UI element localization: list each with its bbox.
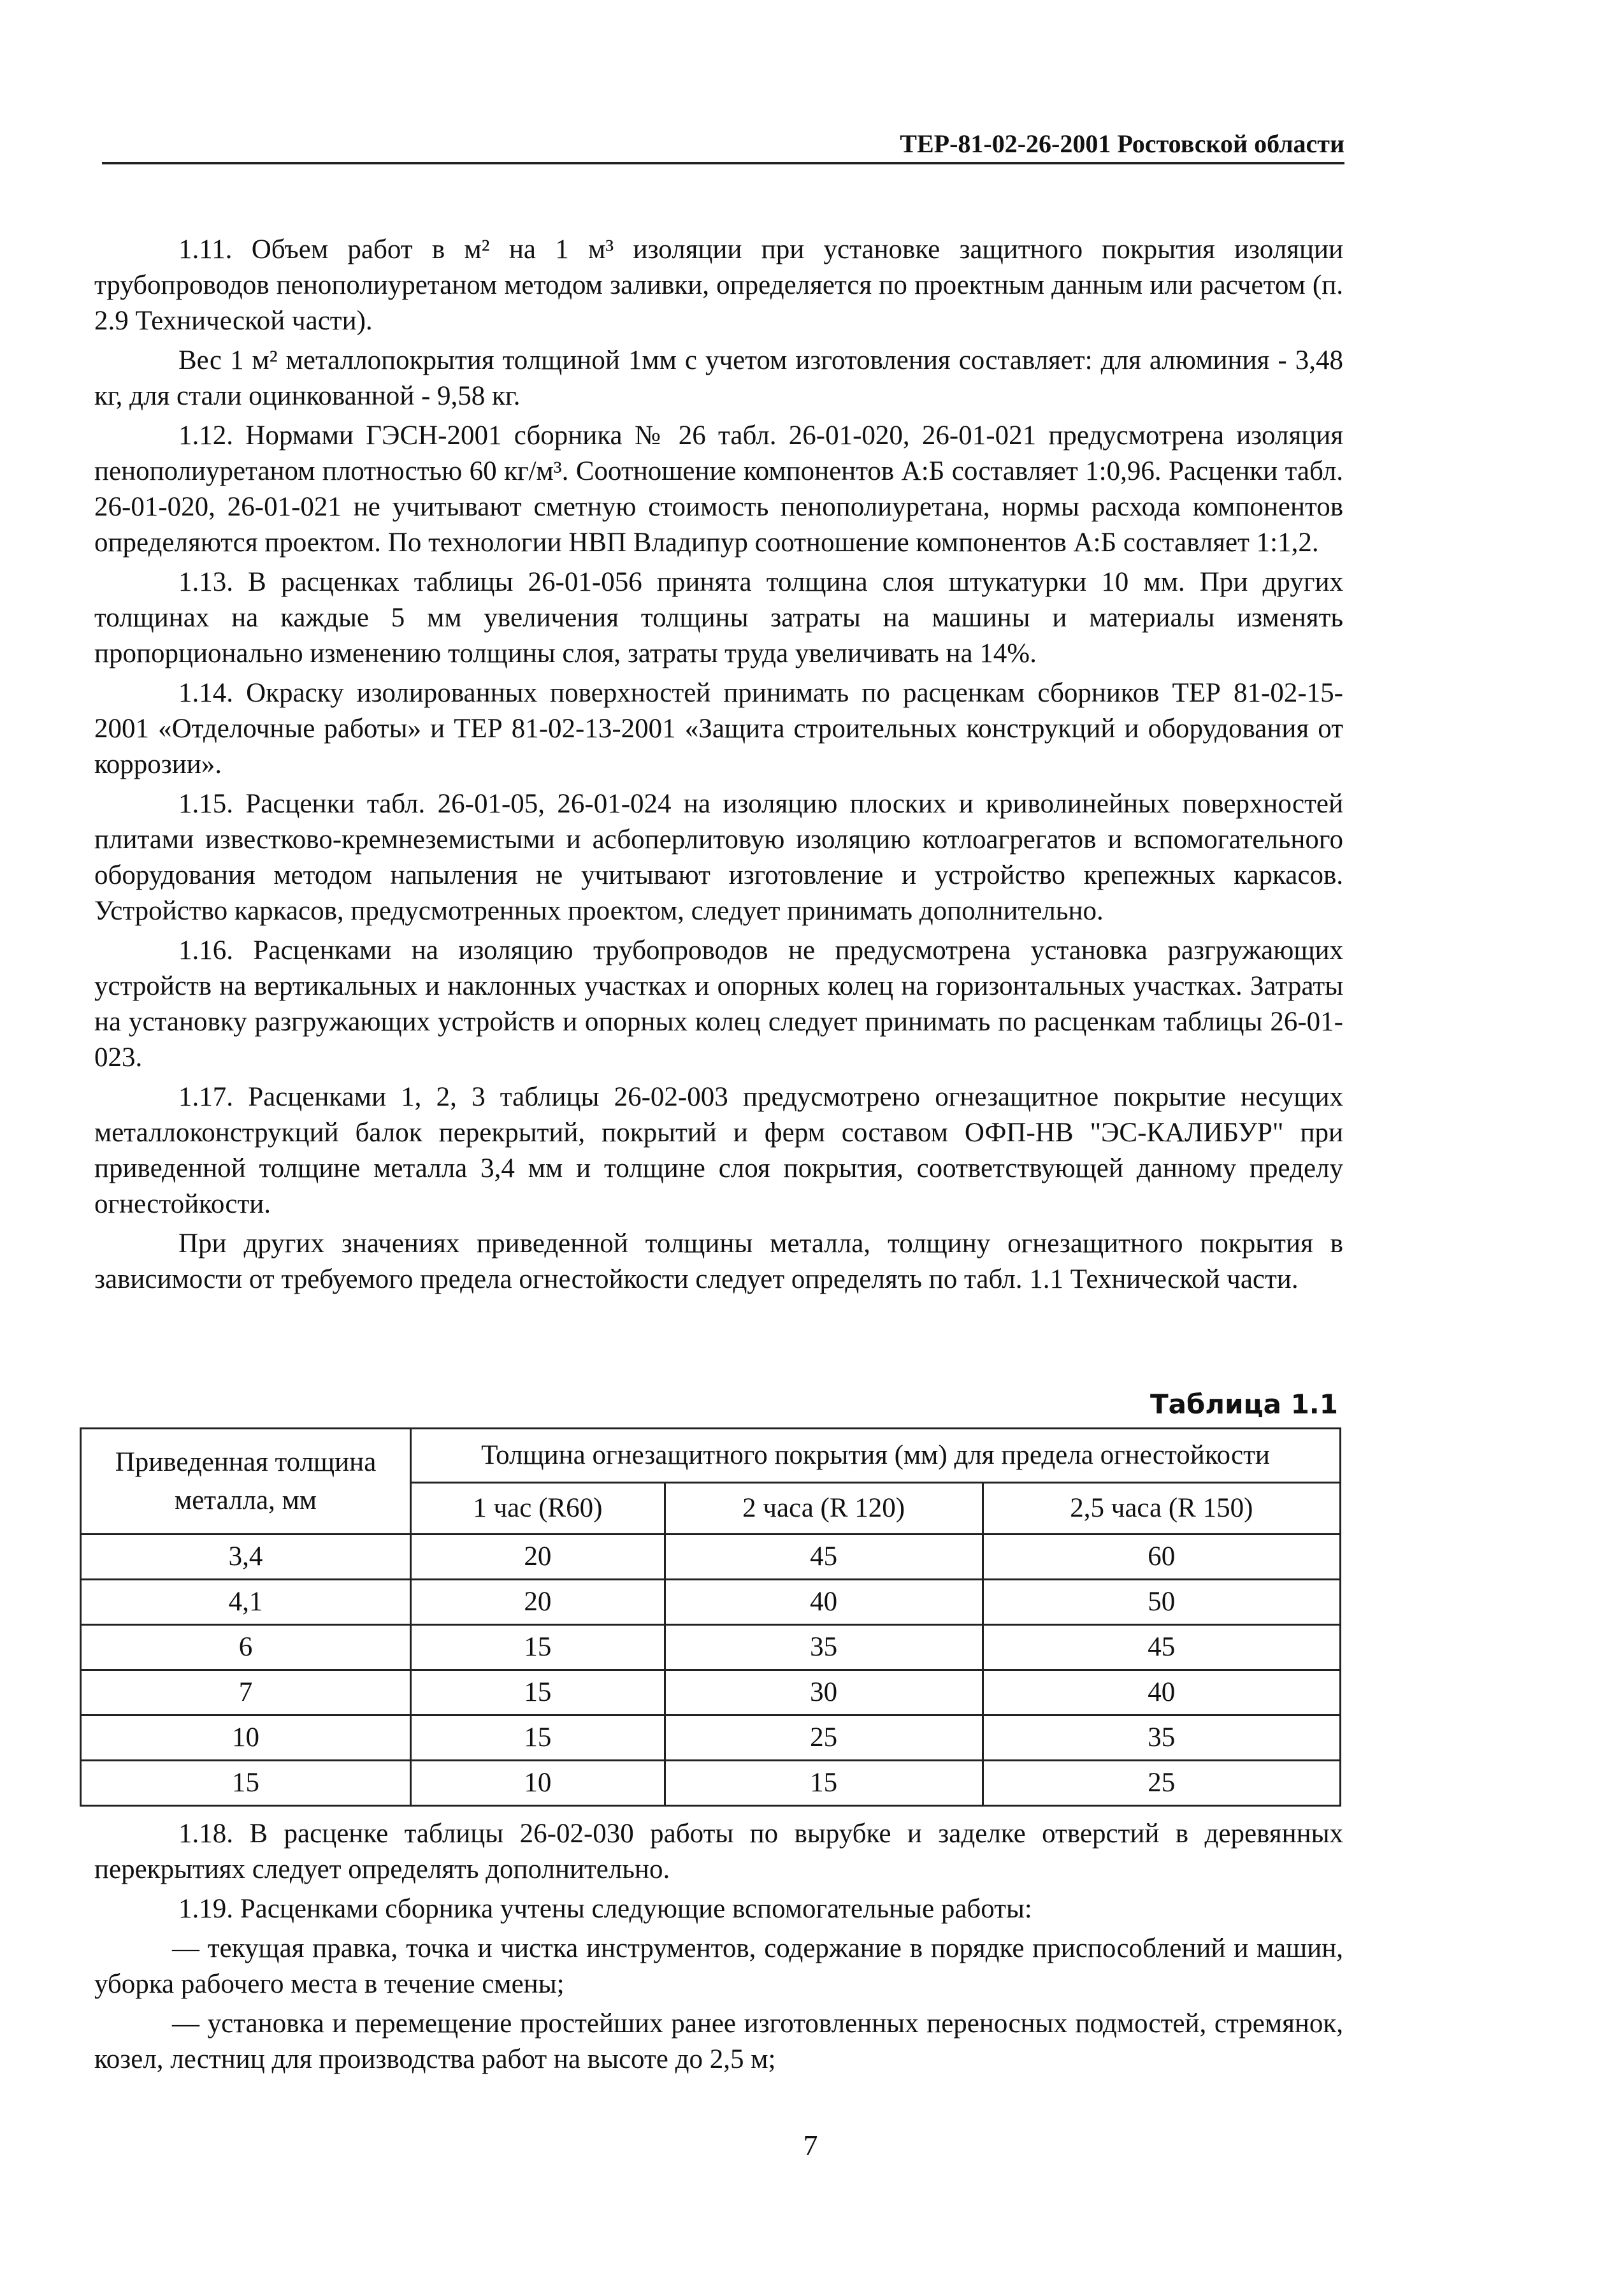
table-title: Таблица 1.1 [1149,1389,1338,1420]
table-cell: 20 [411,1580,665,1625]
table-row [81,1625,1341,1670]
table-cell: 35 [983,1715,1340,1761]
table-cell: 15 [411,1625,665,1670]
table-cell: 30 [665,1670,983,1715]
paragraph-1-19: 1.19. Расценками сборника учтены следующие вспомогательные работы: [178,1894,1032,1924]
paragraph-1-18: 1.18. В расценке таблицы 26-02-030 работы по вырубке и заделке отверстий в деревянных перекрытиях следует определять дополнительно. [94,1819,1343,1884]
list-item: — текущая правка, точка и чистка инструментов, содержание в порядке приспособлений и машин, уборка рабочего места в течение смены; [94,1933,1343,1999]
paragraph-1-15: 1.15. Расценки табл. 26-01-05, 26-01-024 на изоляцию плоских и криволинейных поверхностей плитами известково-кремнеземистыми и асбоперлитовую изоляцию котлоагрегатов и вспомогательного оборудования методом напыления не учитывают изготовление и устройство крепежных каркасов. Устройство каркасов, предусмотренных проектом, следует принимать дополнительно. [94,789,1343,926]
document-header [102,127,1344,164]
table-cell: 6 [81,1625,411,1670]
table-cell: 60 [983,1534,1340,1580]
table-cell: 25 [665,1715,983,1761]
fire-protection-table [80,1427,1341,1807]
paragraph-other-thickness: При других значениях приведенной толщины металла, толщину огнезащитного покрытия в зависимости от требуемого предела огнестойкости следует определять по табл. 1.1 Технической части. [94,1229,1343,1294]
page-number: 7 [803,2129,818,2162]
table-cell: 25 [983,1761,1340,1806]
row-header-cell: Приведенная толщина металла, мм [81,1429,411,1534]
column-header: 1 час (R60) [411,1483,665,1534]
table-cell: 3,4 [81,1534,411,1580]
table-cell: 10 [411,1761,665,1806]
paragraph-1-17: 1.17. Расценками 1, 2, 3 таблицы 26-02-003 предусмотрено огнезащитное покрытие несущих металлоконструкций балок перекрытий, покрытий и ферм составом ОФП-НВ "ЭС-КАЛИБУР" при приведенной толщине металла 3,4 мм и толщине слоя покрытия, соответствующей данному пределу огнестойкости. [94,1082,1343,1219]
table-cell: 15 [411,1715,665,1761]
document-body [94,232,1343,1301]
document-code: ТЕР-81-02-26-2001 Ростовской области [900,129,1344,158]
paragraph-weight: Вес 1 м² металлопокрытия толщиной 1мм с учетом изготовления составляет: для алюминия - 3,48 кг, для стали оцинкованной - 9,58 кг. [94,345,1343,411]
table-cell: 45 [665,1534,983,1580]
table-cell: 45 [983,1625,1340,1670]
table-cell: 4,1 [81,1580,411,1625]
column-header: 2 часа (R 120) [665,1483,983,1534]
table-row [81,1761,1341,1806]
table-row [81,1580,1341,1625]
table-row [81,1670,1341,1715]
paragraph-1-14: 1.14. Окраску изолированных поверхностей принимать по расценкам сборников ТЕР 81-02-15-2001 «Отделочные работы» и ТЕР 81-02-13-2001 «Защита строительных конструкций и оборудования от коррозии». [94,678,1343,779]
paragraph-1-13: 1.13. В расценках таблицы 26-01-056 принята толщина слоя штукатурки 10 мм. При других толщинах на каждые 5 мм увеличения толщины затраты на машины и материалы изменять пропорционально изменению толщины слоя, затраты труда увеличивать на 14%. [94,567,1343,668]
paragraph-1-11: 1.11. Объем работ в м² на 1 м³ изоляции при установке защитного покрытия изоляции трубопроводов пенополиуретаном методом заливки, определяется по проектным данным или расчетом (п. 2.9 Технической части). [94,235,1343,336]
table-cell: 15 [665,1761,983,1806]
table-cell: 10 [81,1715,411,1761]
table-header-row [81,1429,1341,1483]
table-cell: 40 [983,1670,1340,1715]
paragraph-1-12: 1.12. Нормами ГЭСН-2001 сборника № 26 табл. 26-01-020, 26-01-021 предусмотрена изоляция пенополиуретаном плотностью 60 кг/м³. Соотношение компонентов А:Б составляет 1:0,96. Расценки табл. 26-01-020, 26-01-021 не учитывают сметную стоимость пенополиуретана, нормы расхода компонентов определяются проектом. По технологии НВП Владипур соотношение компонентов А:Б составляет 1:1,2. [94,421,1343,558]
table-cell: 20 [411,1534,665,1580]
table-row [81,1715,1341,1761]
group-header-cell: Толщина огнезащитного покрытия (мм) для предела огнестойкости [411,1429,1341,1483]
column-header: 2,5 часа (R 150) [983,1483,1340,1534]
table-cell: 7 [81,1670,411,1715]
table-cell: 15 [411,1670,665,1715]
document-body-continued [94,1816,1343,2081]
table-cell: 15 [81,1761,411,1806]
list-item: — установка и перемещение простейших ранее изготовленных переносных подмостей, стремянок, козел, лестниц для производства работ на высоте до 2,5 м; [94,2009,1343,2074]
paragraph-1-16: 1.16. Расценками на изоляцию трубопроводов не предусмотрена установка разгружающих устройств на вертикальных и наклонных участках и опорных колец на горизонтальных участках. Затраты на установку разгружающих устройств и опорных колец следует принимать по расценкам таблицы 26-01-023. [94,935,1343,1072]
table-cell: 50 [983,1580,1340,1625]
table-cell: 35 [665,1625,983,1670]
table-row [81,1534,1341,1580]
table-cell: 40 [665,1580,983,1625]
